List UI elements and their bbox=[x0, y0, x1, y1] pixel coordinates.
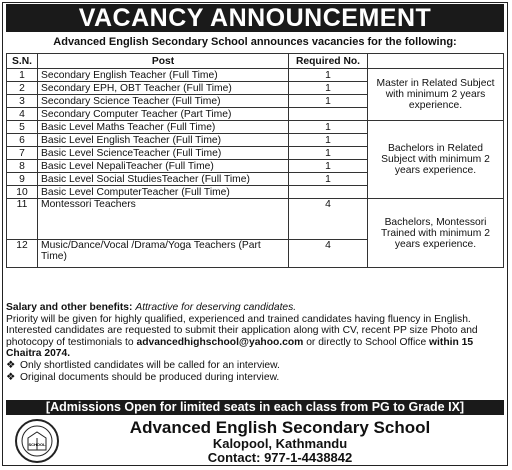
header-sn: S.N. bbox=[7, 54, 38, 69]
note-text: Original documents should be produced during interview. bbox=[20, 371, 280, 383]
row-sn: 7 bbox=[7, 147, 38, 160]
row-sn: 2 bbox=[7, 82, 38, 95]
table-row bbox=[7, 121, 504, 134]
row-post: Basic Level ScienceTeacher (Full Time) bbox=[38, 147, 289, 160]
row-post: Secondary EPH, OBT Teacher (Full Time) bbox=[38, 82, 289, 95]
intro-text: Advanced English Secondary School announces vacancies for the following: bbox=[53, 36, 457, 48]
email-link[interactable]: advancedhighschool@yahoo.com bbox=[136, 336, 304, 348]
table-row bbox=[7, 69, 504, 82]
qualification-secondary: Master in Related Subject with minimum 2 years experience. bbox=[368, 69, 504, 121]
school-name: Advanced English Secondary School bbox=[129, 418, 431, 437]
row-post: Basic Level ComputerTeacher (Full Time) bbox=[38, 186, 289, 199]
qualification-basic: Bachelors in Related Subject with minimum 2 years experience. bbox=[368, 121, 504, 199]
row-post: Basic Level Maths Teacher (Full Time) bbox=[38, 121, 289, 134]
row-required: 4 bbox=[289, 199, 368, 240]
bullet-icon: ❖ bbox=[6, 359, 16, 371]
row-required: 1 bbox=[289, 134, 368, 147]
header-post: Post bbox=[38, 54, 289, 69]
row-post: Secondary English Teacher (Full Time) bbox=[38, 69, 289, 82]
bullet-icon: ❖ bbox=[6, 371, 16, 383]
row-required: 1 bbox=[289, 147, 368, 160]
row-post: Music/Dance/Vocal /Drama/Yoga Teachers (Part Time) bbox=[38, 240, 289, 268]
deadline-text: within 15 Chaitra 2074. bbox=[6, 336, 474, 360]
school-contact: Contact: 977-1-4438842 bbox=[207, 450, 353, 465]
salary-line bbox=[6, 302, 504, 314]
row-required: 1 bbox=[289, 173, 368, 186]
row-sn: 5 bbox=[7, 121, 38, 134]
table-header-row bbox=[7, 54, 504, 69]
school-info bbox=[60, 418, 500, 465]
header-required: Required No. bbox=[289, 54, 368, 69]
row-sn: 8 bbox=[7, 160, 38, 173]
row-sn: 10 bbox=[7, 186, 38, 199]
row-required: 1 bbox=[289, 69, 368, 82]
note-text: Only shortlisted candidates will be called for an interview. bbox=[20, 359, 280, 371]
qualification-montessori: Bachelors, Montessori Trained with minimum 2 years experience. bbox=[368, 199, 504, 268]
priority-text: Priority will be given for highly qualified, experienced and trained candidates having fluency in English. Interested candidates are requested to submit their application along with CV, recent PP size Photo and photocopy of testimonials to bbox=[6, 313, 478, 348]
row-required: 4 bbox=[289, 240, 368, 268]
row-required bbox=[289, 186, 368, 199]
row-post: Secondary Science Teacher (Full Time) bbox=[38, 95, 289, 108]
row-post: Basic Level NepaliTeacher (Full Time) bbox=[38, 160, 289, 173]
row-required: 1 bbox=[289, 121, 368, 134]
row-post: Basic Level Social StudiesTeacher (Full Time) bbox=[38, 173, 289, 186]
salary-text: Attractive for deserving candidates. bbox=[135, 302, 297, 313]
row-required: 1 bbox=[289, 160, 368, 173]
row-post: Basic Level English Teacher (Full Time) bbox=[38, 134, 289, 147]
vacancy-table bbox=[6, 53, 504, 268]
row-sn: 6 bbox=[7, 134, 38, 147]
details-section bbox=[6, 302, 504, 383]
header-qualification bbox=[368, 54, 504, 69]
row-required: 1 bbox=[289, 82, 368, 95]
priority-middle: or directly to School Office bbox=[303, 336, 430, 348]
school-logo bbox=[14, 418, 60, 464]
note-item bbox=[6, 372, 504, 384]
logo-text: SCHOOL bbox=[28, 442, 46, 447]
note-item bbox=[6, 360, 504, 372]
row-sn: 12 bbox=[7, 240, 38, 268]
row-post: Secondary Computer Teacher (Part Time) bbox=[38, 108, 289, 121]
row-sn: 1 bbox=[7, 69, 38, 82]
table-row bbox=[7, 199, 504, 240]
row-sn: 9 bbox=[7, 173, 38, 186]
salary-label: Salary and other benefits: bbox=[6, 302, 133, 313]
row-sn: 3 bbox=[7, 95, 38, 108]
row-sn: 11 bbox=[7, 199, 38, 240]
school-address: Kalopool, Kathmandu bbox=[212, 436, 348, 451]
row-required bbox=[289, 108, 368, 121]
page-title: VACANCY ANNOUNCEMENT bbox=[6, 4, 504, 32]
row-post: Montessori Teachers bbox=[38, 199, 289, 240]
priority-paragraph bbox=[6, 314, 504, 360]
admission-banner: [Admissions Open for limited seats in each class from PG to Grade IX] bbox=[6, 400, 504, 415]
row-sn: 4 bbox=[7, 108, 38, 121]
row-required: 1 bbox=[289, 95, 368, 108]
